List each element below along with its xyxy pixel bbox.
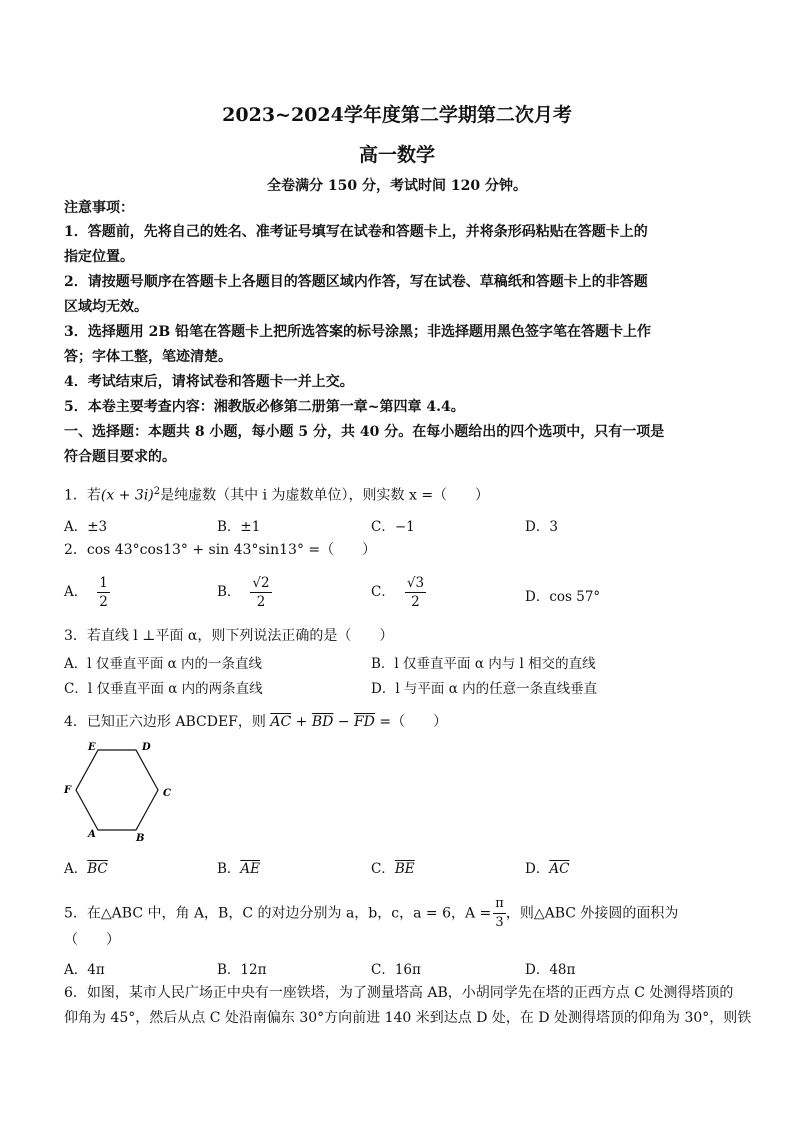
q5-fraction-numerator: π: [493, 895, 506, 914]
q1-option-b: B．±1: [217, 519, 261, 535]
exam-title: 2023~2024学年度第二学期第二次月考: [222, 104, 572, 126]
q4-option-c: C．$\overline{BE}$: [371, 861, 415, 877]
q2-option-c: [371, 574, 426, 611]
subject-title: 高一数学: [358, 144, 435, 166]
q5-stem-part-2: ，则△ABC 外接圆的面积为: [505, 905, 679, 922]
q1-option-c: C．−1: [371, 519, 415, 535]
question-5-stem: [64, 895, 736, 932]
notice-item-3-line-2: 答；字体工整，笔迹清楚。: [64, 349, 232, 365]
q2-a-numerator: 1: [99, 575, 108, 591]
notice-item-2-line-2: 区域均无效。: [64, 299, 148, 315]
q2-a-label: A．: [64, 584, 88, 600]
q2-b-fraction: $\frac{√2}{2}$: [252, 575, 270, 610]
q1-option-a: A．±3: [64, 519, 108, 535]
q2-b-label: B．: [217, 584, 241, 600]
q4-a-vector: $\overline{BC}$: [87, 861, 108, 877]
q1-prefix: 1．若: [64, 487, 101, 504]
question-1-stem: [64, 482, 736, 506]
q5-fraction: [493, 895, 506, 932]
q4-stem-prefix: 4．已知正六边形 ABCDEF，则: [64, 714, 266, 730]
vertex-label-b: B: [136, 833, 145, 844]
notice-item-4: 4．考试结束后，请将试卷和答题卡一并上交。: [64, 374, 354, 390]
q4-vector-1: $\overline{AC}$: [270, 714, 292, 730]
q4-option-d: D．$\overline{AC}$: [525, 861, 570, 877]
q3-option-a: A．l 仅垂直平面 α 内的一条直线: [64, 656, 263, 672]
notice-item-3-line-1: 3．选择题用 2B 铅笔在答题卡上把所选答案的标号涂黑；非选择题用黑色签字笔在答题卡上作: [64, 324, 652, 340]
section-1-line-1: 一、选择题：本题共 8 小题，每小题 5 分，共 40 分。在每小题给出的四个选项中，只有一项是: [64, 424, 665, 440]
q4-option-a: A．$\overline{BC}$: [64, 861, 108, 877]
question-4-stem: 4．已知正六边形 ABCDEF，则 $\overline{AC} + \overline{BD} - \overline{FD}$ =（ ）: [64, 714, 448, 730]
q2-option-b: [217, 574, 272, 611]
exam-info: 全卷满分 150 分，考试时间 120 分钟。: [267, 178, 527, 194]
q5-stem-part-1: 5．在△ABC 中，角 A，B，C 的对边分别为 a，b，c，a = 6，A =: [64, 905, 492, 922]
vertex-label-c: C: [163, 788, 171, 799]
vertex-label-f: F: [64, 785, 72, 796]
q1-option-d: D．3: [525, 519, 558, 535]
q2-b-radicand: 2: [261, 575, 270, 591]
q4-option-b: B．$\overline{AE}$: [217, 861, 261, 877]
q2-c-denominator: 2: [411, 594, 420, 610]
q5-option-b: B．12π: [217, 962, 267, 978]
q2-c-fraction: $\frac{√3}{2}$: [406, 575, 425, 610]
q4-c-vector: $\overline{BE}$: [394, 861, 415, 877]
question-2-stem: 2．cos 43°cos13° + sin 43°sin13° =（ ）: [64, 542, 377, 558]
notice-heading: 注意事项：: [64, 200, 134, 216]
q1-rest: 是纯虚数（其中 i 为虚数单位），则实数 x =（ ）: [160, 487, 490, 504]
hexagon-figure: [58, 738, 178, 848]
q5-fraction-denominator: 3: [495, 915, 504, 930]
q1-exponent: 2: [153, 486, 161, 497]
q4-stem-suffix: =（ ）: [374, 714, 448, 730]
section-1-line-2: 符合题目要求的。: [64, 449, 176, 465]
q5-option-a: A．4π: [64, 962, 105, 978]
hexagon-shape: [76, 750, 158, 830]
q2-b-denominator: 2: [256, 594, 266, 610]
notice-item-5: 5．本卷主要考查内容：湘教版必修第二册第一章~第四章 4.4。: [64, 399, 465, 415]
q5-option-d: D．48π: [525, 962, 576, 978]
vertex-label-e: E: [88, 742, 96, 753]
vertex-label-d: D: [142, 742, 151, 753]
q4-vector-2: $\overline{BD}$: [311, 714, 334, 730]
q1-expr: (x + 3i): [100, 487, 154, 504]
q5-option-c: C．16π: [371, 962, 421, 978]
notice-item-1-line-1: 1．答题前，先将自己的姓名、准考证号填写在试卷和答题卡上，并将条形码粘贴在答题卡上的: [64, 224, 648, 240]
q2-c-radicand: 3: [415, 575, 425, 591]
q4-vector-3: $\overline{FD}$: [353, 714, 375, 730]
notice-item-1-line-2: 指定位置。: [64, 249, 134, 265]
q4-d-vector: $\overline{AC}$: [549, 861, 570, 877]
q2-option-a: [64, 574, 110, 611]
q3-option-b: B．l 仅垂直平面 α 内与 l 相交的直线: [371, 656, 596, 672]
vertex-label-a: A: [88, 829, 96, 840]
q3-option-c: C．l 仅垂直平面 α 内的两条直线: [64, 681, 263, 697]
q2-a-denominator: 2: [99, 594, 108, 610]
q2-a-fraction: [97, 574, 110, 611]
q2-option-d: D．cos 57°: [525, 589, 601, 605]
question-3-stem: 3．若直线 l ⊥平面 α，则下列说法正确的是（ ）: [64, 628, 394, 644]
q5-paren: （ ）: [64, 932, 120, 948]
question-6-line-1: 6．如图，某市人民广场正中央有一座铁塔，为了测量塔高 AB，小胡同学先在塔的正西方点 C 处测得塔顶的: [64, 985, 734, 1001]
notice-item-2-line-1: 2．请按题号顺序在答题卡上各题目的答题区域内作答，写在试卷、草稿纸和答题卡上的非答题: [64, 274, 648, 290]
q2-c-label: C．: [371, 584, 395, 600]
question-6-line-2: 仰角为 45°，然后从点 C 处沿南偏东 30°方向前进 140 米到达点 D 处，在 D 处测得塔顶的仰角为 30°，则铁: [64, 1010, 752, 1026]
q4-b-vector: $\overline{AE}$: [240, 861, 261, 877]
q3-option-d: D．l 与平面 α 内的任意一条直线垂直: [371, 681, 598, 697]
